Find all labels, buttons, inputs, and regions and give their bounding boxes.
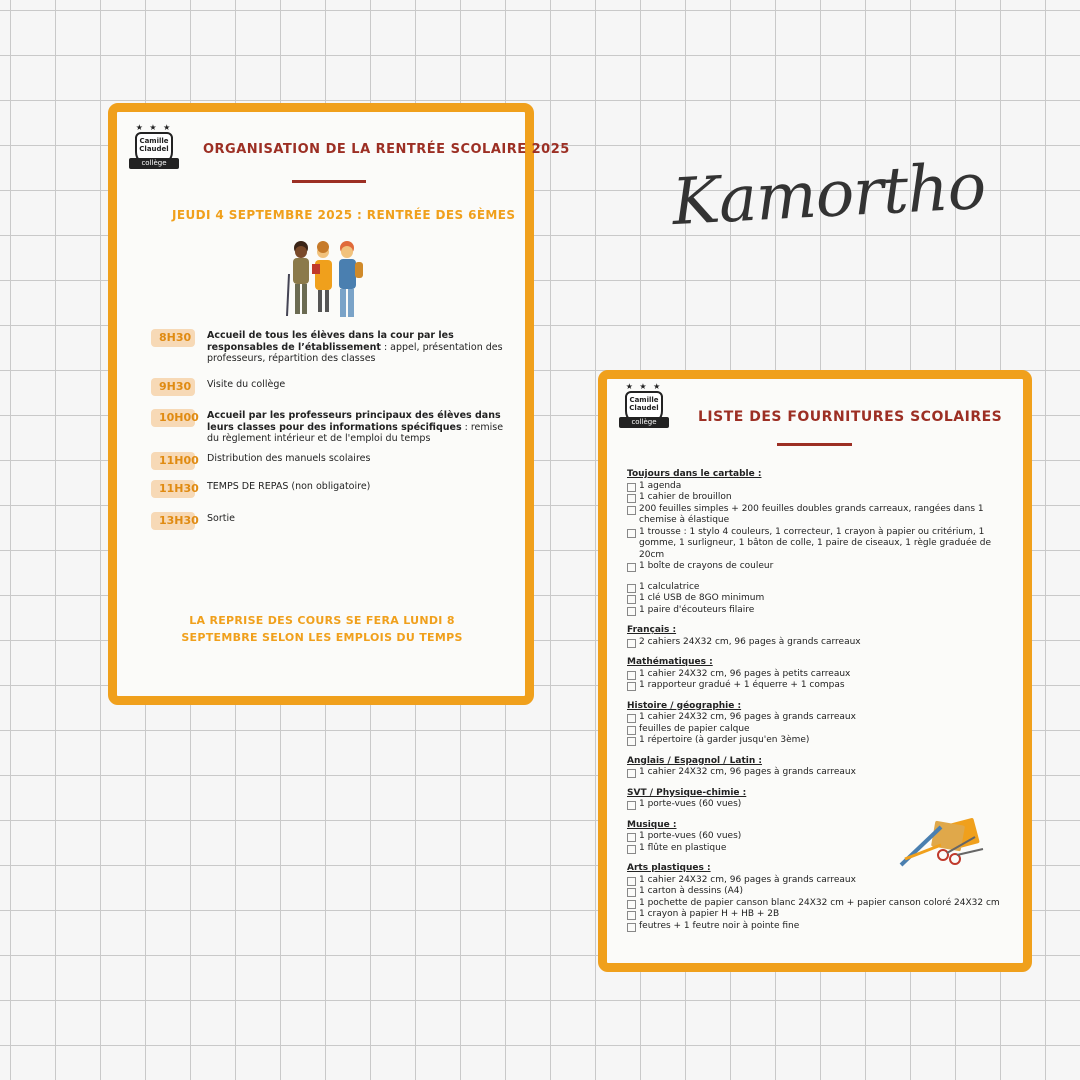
schedule-text (207, 513, 507, 525)
supply-checkbox-item[interactable]: 1 répertoire (à garder jusqu'en 3ème) (627, 735, 1017, 747)
supply-category: Arts plastiques : (627, 863, 711, 873)
schedule-plain-text: Distribution des manuels scolaires (207, 453, 371, 464)
schedule-text (207, 330, 507, 365)
supply-checkbox-item[interactable]: 1 trousse : 1 stylo 4 couleurs, 1 correcteur, 1 crayon à papier ou critérium, 1 gomme, 1 surligneur, 1 bâton de colle, 1 paire de ciseaux, 1 règle graduée de 20cm (627, 527, 1017, 562)
supply-category: Anglais / Espagnol / Latin : (627, 755, 762, 766)
supply-checkbox-item[interactable]: 1 cahier 24X32 cm, 96 pages à grands carreaux (627, 875, 1017, 887)
card-title: ORGANISATION DE LA RENTRÉE SCOLAIRE 2025 (203, 142, 570, 157)
schedule-bold-text: Accueil de tous les élèves dans la cour par les responsables de l’établissement (207, 330, 454, 353)
schedule-text (207, 453, 507, 465)
rentree-organisation-card (108, 103, 570, 705)
school-logo-icon: ★ ★ ★ Camille Claudel collège (127, 124, 181, 180)
footer-line-2: SEPTEMBRE SELON LES EMPLOIS DU TEMPS (181, 631, 463, 644)
supply-category: SVT / Physique-chimie : (627, 787, 747, 798)
schedule-plain-text: Visite du collège (207, 379, 286, 390)
title-underline (292, 180, 366, 183)
footer-line-1: LA REPRISE DES COURS SE FERA LUNDI 8 (189, 614, 455, 627)
supply-checkbox-item[interactable]: 1 cahier 24X32 cm, 96 pages à grands carreaux (627, 767, 1017, 779)
signature-text: Kamortho (670, 149, 987, 241)
supplies-list-card (598, 370, 1032, 972)
schedule-text (207, 379, 507, 391)
time-badge: 10H00 (151, 409, 195, 427)
supply-checkbox-item[interactable]: 1 boîte de crayons de couleur (627, 561, 1017, 573)
supply-category: Histoire / géographie : (627, 700, 742, 711)
supply-checkbox-item[interactable]: 1 calculatrice (627, 582, 1017, 594)
supply-category: Mathématiques : (627, 657, 713, 667)
time-badge: 11H00 (151, 452, 195, 470)
supply-category: Français : (627, 625, 677, 635)
supply-checkbox-item[interactable]: 1 agenda (627, 481, 1017, 493)
schedule-plain-text: TEMPS DE REPAS (non obligatoire) (207, 481, 371, 492)
schedule-plain-text: Sortie (207, 513, 235, 524)
schedule-plain-text: : remise du règlement intérieur et de l'emploi du temps (207, 421, 504, 444)
card-title: LISTE DES FOURNITURES SCOLAIRES (698, 409, 1003, 425)
supply-category: Musique : (627, 819, 677, 830)
supply-checkbox-item[interactable]: 1 porte-vues (60 vues) (627, 799, 1017, 811)
supply-checkbox-item[interactable]: 1 porte-vues (60 vues) (627, 831, 1017, 843)
schedule-bold-text: Accueil par les professeurs principaux des élèves dans leurs classes pour des informations spécifiques (207, 410, 501, 433)
time-badge: 11H30 (151, 480, 195, 498)
time-badge: 8H30 (151, 329, 195, 347)
supply-category: Toujours dans le cartable : (627, 469, 762, 479)
title-underline (777, 443, 852, 446)
supply-checkbox-item[interactable]: 1 flûte en plastique (627, 843, 1017, 855)
supply-checkbox-item[interactable]: 1 pochette de papier canson blanc 24X32 cm + papier canson coloré 24X32 cm (627, 898, 1017, 910)
students-illustration-icon (279, 234, 371, 324)
supply-checkbox-item[interactable]: 1 paire d'écouteurs filaire (627, 605, 1017, 617)
time-badge: 13H30 (151, 512, 195, 530)
supply-checkbox-item[interactable]: 200 feuilles simples + 200 feuilles doubles grands carreaux, rangées dans 1 chemise à élastique (627, 504, 1017, 527)
rentree-footer-note (157, 612, 487, 646)
supply-checkbox-item[interactable]: feuilles de papier calque (627, 724, 1017, 736)
school-logo-icon: ★ ★ ★ Camille Claudel collège (617, 383, 671, 439)
supply-checkbox-item[interactable]: 1 clé USB de 8GO minimum (627, 593, 1017, 605)
supply-checkbox-item[interactable]: 1 carton à dessins (A4) (627, 886, 1017, 898)
schedule-text (207, 410, 507, 445)
time-badge: 9H30 (151, 378, 195, 396)
supply-checkbox-item[interactable]: 1 crayon à papier H + HB + 2B (627, 909, 1017, 921)
schedule-text (207, 481, 507, 493)
supply-checkbox-item[interactable]: 1 cahier 24X32 cm, 96 pages à grands carreaux (627, 712, 1017, 724)
supply-checkbox-item[interactable]: 1 cahier 24X32 cm, 96 pages à petits carreaux (627, 669, 1017, 681)
school-supplies-illustration-icon (895, 815, 991, 871)
schedule-plain-text: : appel, présentation des professeurs, répartition des classes (207, 341, 503, 364)
supply-checkbox-item[interactable]: 2 cahiers 24X32 cm, 96 pages à grands carreaux (627, 637, 1017, 649)
supply-checkbox-item[interactable]: 1 cahier de brouillon (627, 492, 1017, 504)
supply-checkbox-item[interactable]: feutres + 1 feutre noir à pointe fine (627, 921, 1017, 933)
card-subtitle: JEUDI 4 SEPTEMBRE 2025 : RENTRÉE DES 6ÈMES (172, 208, 516, 222)
supply-checkbox-item[interactable]: 1 rapporteur gradué + 1 équerre + 1 compas (627, 680, 1017, 692)
